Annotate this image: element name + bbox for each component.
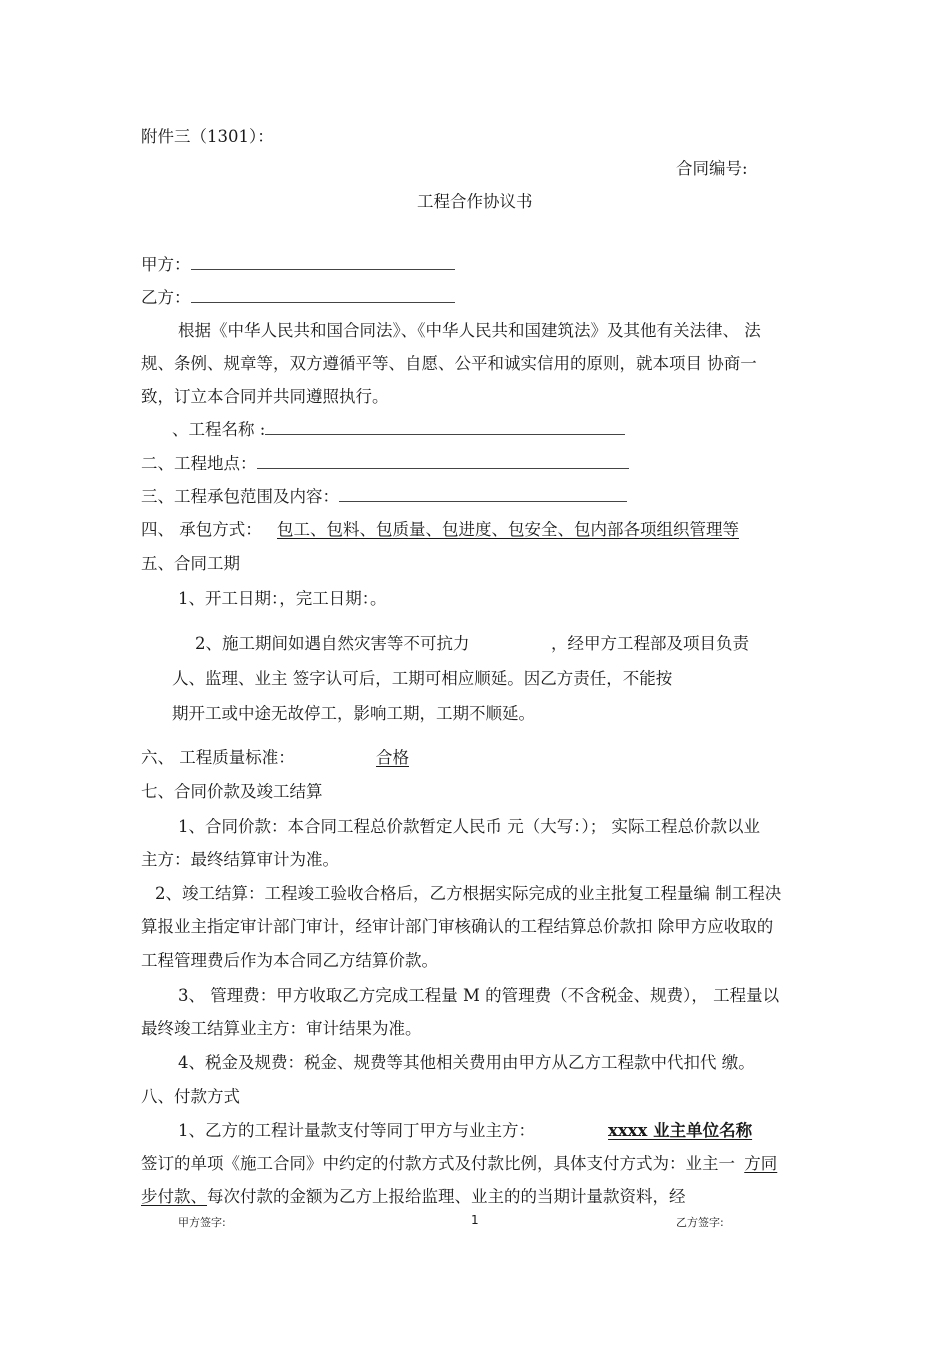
management-fee-line-2: 最终竣工结算业主方：审计结果为准。 bbox=[141, 1019, 422, 1038]
project-location-label: 二、工程地点： bbox=[141, 454, 257, 473]
contract-mode-row bbox=[141, 519, 739, 541]
project-location-blank bbox=[257, 454, 629, 469]
page-number: 1 bbox=[471, 1213, 479, 1227]
quality-standard-label: 六、 工程质量标准： bbox=[141, 748, 295, 767]
payment-line-2 bbox=[141, 1153, 777, 1175]
project-name-blank bbox=[265, 420, 625, 435]
attachment-label: 附件三（1301）： bbox=[141, 127, 274, 146]
payment-line-2b: 方同 bbox=[744, 1154, 778, 1173]
payment-line-1a: 1、乙方的工程计量款支付等同丁甲方与业主方： bbox=[178, 1121, 535, 1140]
preamble-line-2: 规、条例、规章等，双方遵循平等、自愿、公平和诚实信用的原则，就本项目 协商一 bbox=[141, 354, 757, 373]
tax-fees-line: 4、税金及规费：税金、规费等其他相关费用由甲方从乙方工程款中代扣代 缴。 bbox=[178, 1053, 755, 1072]
price-settlement-heading: 七、合同价款及竣工结算 bbox=[141, 782, 323, 801]
preamble-line-3: 致，订立本合同并共同遵照执行。 bbox=[141, 387, 389, 406]
contract-number-label: 合同编号: bbox=[676, 159, 748, 178]
payment-line-3a: 步付款、 bbox=[141, 1187, 207, 1206]
project-scope-blank bbox=[339, 487, 627, 502]
payment-line-3 bbox=[141, 1186, 686, 1208]
force-majeure-line-2: 人、监理、业主 签字认可后，工期可相应顺延。因乙方责任，不能按 bbox=[172, 669, 673, 688]
owner-unit-name: xxxx 业主单位名称 bbox=[608, 1121, 753, 1140]
footer-party-a-sign: 甲方签字: bbox=[178, 1216, 226, 1229]
preamble-line-1: 根据《中华人民共和国合同法》、《中华人民共和国建筑法》及其他有关法律、 法 bbox=[178, 321, 761, 340]
project-scope-row bbox=[141, 486, 627, 508]
document-title: 工程合作协议书 bbox=[417, 192, 533, 211]
force-majeure-line-1a: 2、施工期间如遇自然灾害等不可抗力 bbox=[195, 634, 470, 653]
payment-line-3b: 每次付款的金额为乙方上报给监理、业主的的当期计量款资料，经 bbox=[207, 1187, 686, 1206]
quality-standard-value: 合格 bbox=[376, 748, 409, 767]
party-b-row bbox=[141, 287, 455, 309]
party-a-label: 甲方： bbox=[141, 255, 191, 274]
final-settlement-line-2: 算报业主指定审计部门审计，经审计部门审核确认的工程结算总价款扣 除甲方应收取的 bbox=[141, 917, 774, 936]
final-settlement-line-1: 2、竣工结算：工程竣工验收合格后，乙方根据实际完成的业主批复工程量编 制工程决 bbox=[155, 884, 782, 903]
contract-mode-value: 包工、包料、包质量、包进度、包安全、包内部各项组织管理等 bbox=[277, 520, 739, 539]
contract-mode-label: 四、 承包方式： bbox=[141, 520, 262, 539]
project-name-row bbox=[172, 419, 625, 441]
party-b-blank bbox=[191, 288, 455, 303]
project-name-label: 、工程名称 : bbox=[172, 420, 266, 439]
contract-price-line-1: 1、合同价款：本合同工程总价款暂定人民币 元（大写：）； 实际工程总价款以业 bbox=[178, 817, 760, 836]
payment-line-2a: 签订的单项《施工合同》中约定的付款方式及付款比例，具体支付方式为：业主一 bbox=[141, 1154, 735, 1173]
party-a-row bbox=[141, 254, 455, 276]
footer-party-b-sign: 乙方签字: bbox=[676, 1216, 724, 1229]
final-settlement-line-3: 工程管理费后作为本合同乙方结算价款。 bbox=[141, 951, 438, 970]
start-end-date: 1、开工日期：，完工日期：。 bbox=[178, 589, 387, 608]
payment-method-heading: 八、付款方式 bbox=[141, 1087, 240, 1106]
party-b-label: 乙方： bbox=[141, 288, 191, 307]
management-fee-line-1: 3、 管理费：甲方收取乙方完成工程量 M 的管理费（不含税金、规费）， 工程量以 bbox=[178, 986, 780, 1005]
force-majeure-line-1b: ，经甲方工程部及项目负责 bbox=[551, 634, 749, 653]
contract-price-line-2: 主方：最终结算审计为准。 bbox=[141, 850, 339, 869]
project-location-row bbox=[141, 453, 629, 475]
contract-period-heading: 五、合同工期 bbox=[141, 554, 240, 573]
force-majeure-line-3: 期开工或中途无故停工，影响工期，工期不顺延。 bbox=[172, 704, 535, 723]
party-a-blank bbox=[191, 255, 455, 270]
project-scope-label: 三、工程承包范围及内容： bbox=[141, 487, 339, 506]
